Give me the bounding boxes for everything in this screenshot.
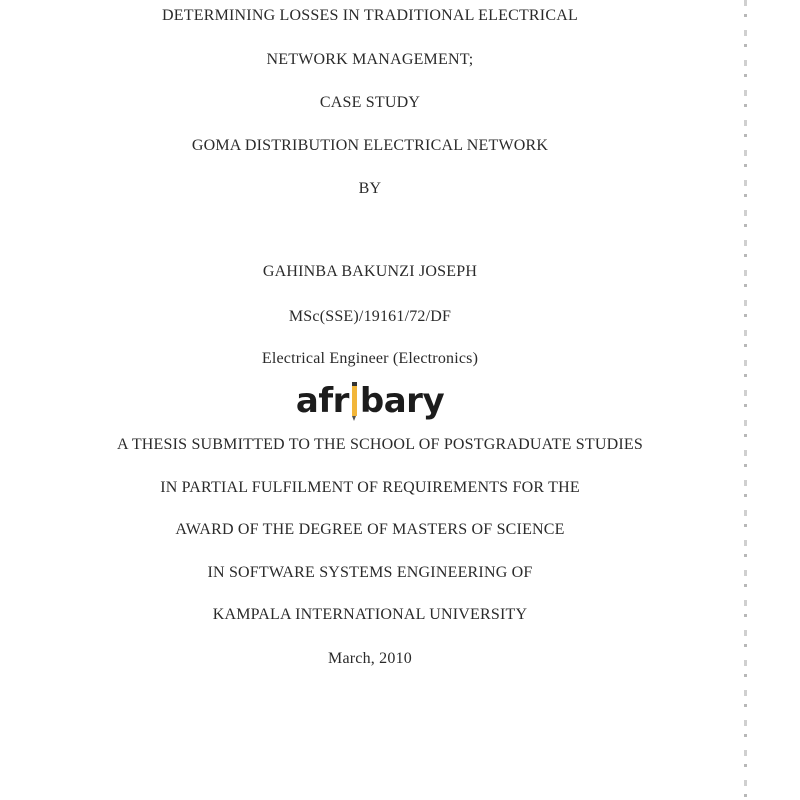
pencil-icon [352, 386, 357, 416]
author-profession: Electrical Engineer (Electronics) [261, 350, 479, 367]
afribary-watermark-logo [0, 381, 740, 421]
submission-line-2: IN PARTIAL FULFILMENT OF REQUIREMENTS FOR THE [160, 479, 580, 496]
registration-number: MSc(SSE)/19161/72/DF [288, 308, 452, 325]
logo-text-right: bary [359, 381, 445, 421]
logo-text-left: afr [295, 381, 349, 421]
submission-line-5: KAMPALA INTERNATIONAL UNIVERSITY [212, 606, 528, 623]
submission-line-1: A THESIS SUBMITTED TO THE SCHOOL OF POSTGRADUATE STUDIES [117, 436, 643, 453]
title-line-3: CASE STUDY [319, 94, 421, 111]
submission-line-4: IN SOFTWARE SYSTEMS ENGINEERING OF [207, 564, 533, 581]
title-line-2: NETWORK MANAGEMENT; [266, 51, 474, 68]
submission-line-3: AWARD OF THE DEGREE OF MASTERS OF SCIENCE [175, 521, 565, 538]
scan-edge-artifact [744, 0, 747, 800]
submission-date: March, 2010 [328, 650, 412, 667]
by-label: BY [358, 180, 382, 197]
title-line-1: DETERMINING LOSSES IN TRADITIONAL ELECTRICAL [162, 7, 578, 24]
title-line-4: GOMA DISTRIBUTION ELECTRICAL NETWORK [191, 137, 549, 154]
author-name: GAHINBA BAKUNZI JOSEPH [262, 263, 478, 280]
